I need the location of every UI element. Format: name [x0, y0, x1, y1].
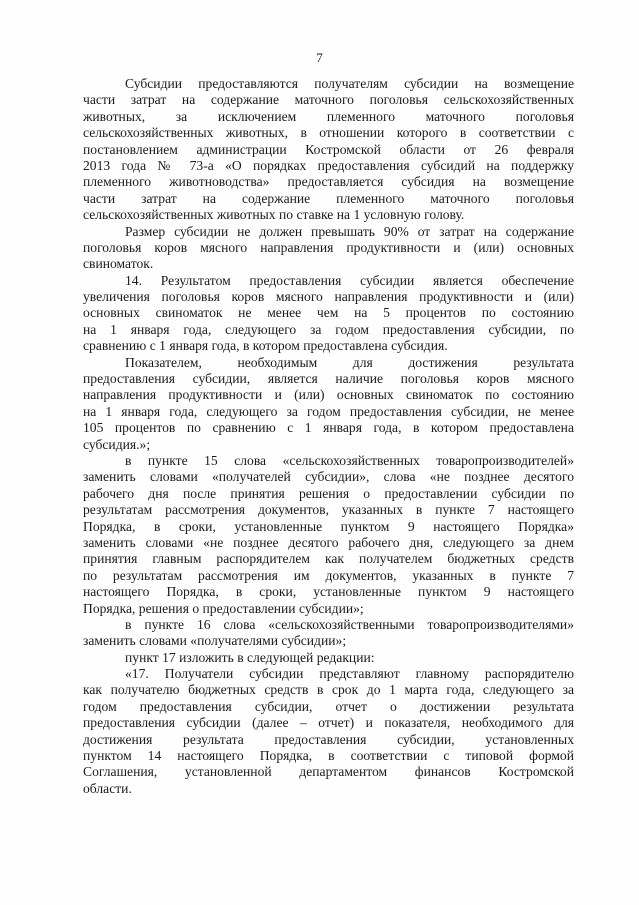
- text-line: принятия главным распорядителем как получателем бюджетных средств: [83, 551, 574, 567]
- text-line: части затрат на содержание племенного маточного поголовья: [83, 190, 574, 206]
- text-line: предоставления субсидии, является наличие поголовья коров мясного: [83, 371, 574, 387]
- text-line: пунктом 14 настоящего Порядка, в соответствии с типовой формой: [83, 748, 574, 764]
- text-line: области.: [83, 780, 132, 796]
- text-line: на 1 января года, следующего за годом предоставления субсидии, не менее: [83, 403, 574, 419]
- text-line: достижения результата предоставления субсидии, установленных: [83, 731, 574, 747]
- text-line: субсидия.»;: [83, 436, 151, 452]
- text-line: на 1 января года, следующего за годом предоставления субсидии, по: [83, 321, 574, 337]
- text-line: настоящего Порядка, в сроки, установленные пунктом 9 настоящего: [83, 584, 574, 600]
- text-line: сельскохозяйственных животных по ставке на 1 условную голову.: [83, 207, 465, 223]
- text-line: годом предоставления субсидии, отчет о достижении результата: [83, 698, 574, 714]
- text-line: заменить словами «получателей субсидии», слова «не позднее десятого: [83, 469, 574, 485]
- text-line: Порядка, в сроки, установленные пунктом 9 настоящего Порядка»: [83, 518, 574, 534]
- text-line: Соглашения, установленной департаментом финансов Костромской: [83, 764, 574, 780]
- text-line: 14. Результатом предоставления субсидии является обеспечение: [125, 272, 574, 288]
- text-line: племенного животноводства» предоставляется субсидия на возмещение: [83, 174, 574, 190]
- text-line: Субсидии предоставляются получателям субсидии на возмещение: [125, 76, 574, 91]
- text-line: Размер субсидии не должен превышать 90% от затрат на содержание: [125, 223, 574, 239]
- document-body: [83, 76, 574, 797]
- text-line: основных свиноматок не менее чем на 5 процентов по состоянию: [83, 305, 574, 321]
- text-line: направления продуктивности и (или) основных свиноматок по состоянию: [83, 387, 574, 403]
- text-line: сельскохозяйственных животных, в отношении которого в соответствии с: [83, 125, 574, 141]
- text-line: увеличения поголовья коров мясного направления продуктивности и (или): [83, 289, 574, 305]
- text-line: 2013 года № 73-а «О порядках предоставления субсидий на поддержку: [83, 157, 574, 173]
- text-line: Порядка, решения о предоставлении субсидии»;: [83, 600, 364, 616]
- text-line: части затрат на содержание маточного поголовья сельскохозяйственных: [83, 92, 574, 108]
- text-line: по результатам рассмотрения им документов, указанных в пункте 7: [83, 567, 574, 583]
- text-line: рабочего дня после принятия решения о предоставлении субсидии по: [83, 485, 574, 501]
- text-line: Показателем, необходимым для достижения результата: [125, 354, 574, 370]
- text-line: 105 процентов по сравнению с 1 января года, в котором предоставлена: [83, 420, 574, 436]
- text-line: в пункте 16 слова «сельскохозяйственными товаропроизводителями»: [125, 616, 574, 632]
- text-line: заменить словами «получателями субсидии»;: [83, 633, 347, 649]
- text-line: свиноматок.: [83, 256, 154, 272]
- text-line: животных, за исключением племенного маточного поголовья: [83, 108, 574, 124]
- text-line: постановлением администрации Костромской области от 26 февраля: [83, 141, 574, 157]
- text-line: в пункте 15 слова «сельскохозяйственных товаропроизводителей»: [125, 452, 574, 468]
- text-line: результатам рассмотрения документов, указанных в пункте 7 настоящего: [83, 502, 574, 518]
- text-line: «17. Получатели субсидии представляют главному распорядителю: [125, 666, 574, 682]
- text-line: сравнению с 1 января года, в котором предоставлена субсидия.: [83, 338, 448, 354]
- text-line: пункт 17 изложить в следующей редакции:: [125, 649, 375, 665]
- text-line: предоставления субсидии (далее – отчет) и показателя, необходимого для: [83, 715, 574, 731]
- text-line: поголовья коров мясного направления продуктивности и (или) основных: [83, 239, 574, 255]
- page-number: 7: [316, 50, 323, 65]
- text-line: заменить словами «не позднее десятого рабочего дня, следующего за днем: [83, 534, 574, 550]
- text-line: как получателю бюджетных средств в срок до 1 марта года, следующего за: [83, 682, 574, 698]
